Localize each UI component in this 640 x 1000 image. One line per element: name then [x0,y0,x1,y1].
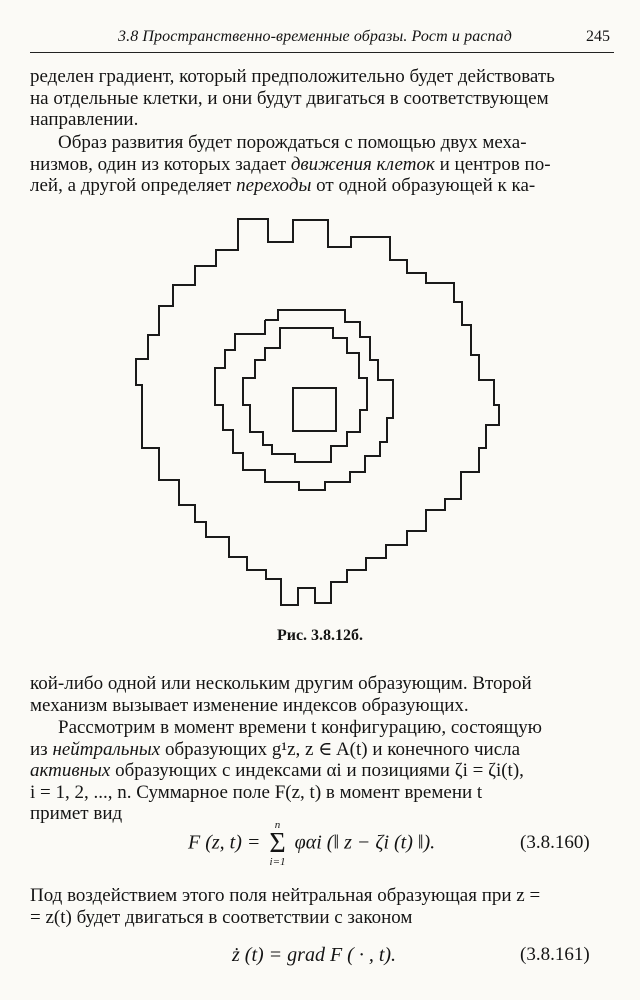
italic-term: нейтральных [52,738,161,760]
sum-upper-limit: n [274,819,281,831]
running-header [0,26,640,50]
sum-symbol: Σ [269,828,286,859]
text-run: лей, а другой определяет [30,175,232,196]
text-run: низмов, один из которых задает [30,153,287,175]
figure-caption: Рис. 3.8.12б. [276,627,364,644]
equation-161: ż (t) = grad F ( · , t). [232,944,397,966]
paragraph-5 [30,885,610,928]
text-line [30,739,610,761]
text-line: ределен градиент, который предположительно будет действовать [30,66,555,87]
equation-rhs: φαi (‖ z − ζi (t) ‖). [294,831,436,854]
text-run: из [30,738,48,760]
text-line: примет вид [30,803,123,824]
text-line: i = 1, 2, ..., n. Суммарное поле F(z, t) в момент времени t [30,781,483,803]
paragraph-3 [30,673,610,716]
text-line: направлении. [30,109,139,130]
text-line: Под воздействием этого поля нейтральная образующая при z = [30,885,541,906]
paragraph-1 [30,66,610,131]
text-line: Образ развития будет порождаться с помощью двух меха- [58,132,527,153]
text-run: и центров по- [439,153,551,175]
equation-number-160: (3.8.160) [520,832,590,853]
paragraph-2 [30,132,610,197]
text-run: образующих g¹z, z ∈ A(t) и конечного числа [164,738,521,760]
page-number: 245 [586,28,610,45]
text-line: = z(t) будет двигаться в соответствии с законом [30,906,413,928]
inner-square [293,388,336,431]
text-run: от одной образующей к ка- [316,175,536,196]
header-rule [30,52,614,53]
text-line [30,154,610,176]
text-run: образующих с индексами αi и позициями ζi = ζi(t), [115,760,524,781]
contour-2 [243,328,367,462]
text-line [30,760,610,782]
text-line: механизм вызывает изменение индексов образующих. [30,694,469,716]
italic-term: переходы [236,175,312,196]
italic-term: движения клеток [290,153,435,175]
equation-160 [188,820,435,868]
figure-contours [115,210,525,615]
paragraph-4 [30,717,610,825]
sum-lower-limit: i=1 [269,856,286,868]
text-line: на отдельные клетки, и они будут двигаться в соответствующем [30,87,549,109]
text-line: кой-либо одной или нескольким другим образующим. Второй [30,673,532,694]
text-line [30,175,610,197]
italic-term: активных [30,760,111,781]
equation-lhs: F (z, t) = [188,831,261,854]
running-title: 3.8 Пространственно-временные образы. Рост и распад [118,28,512,45]
outer-contour [136,219,499,605]
text-line: Рассмотрим в момент времени t конфигурацию, состоящую [58,717,542,738]
summation [269,820,285,868]
equation-number-161: (3.8.161) [520,944,590,965]
